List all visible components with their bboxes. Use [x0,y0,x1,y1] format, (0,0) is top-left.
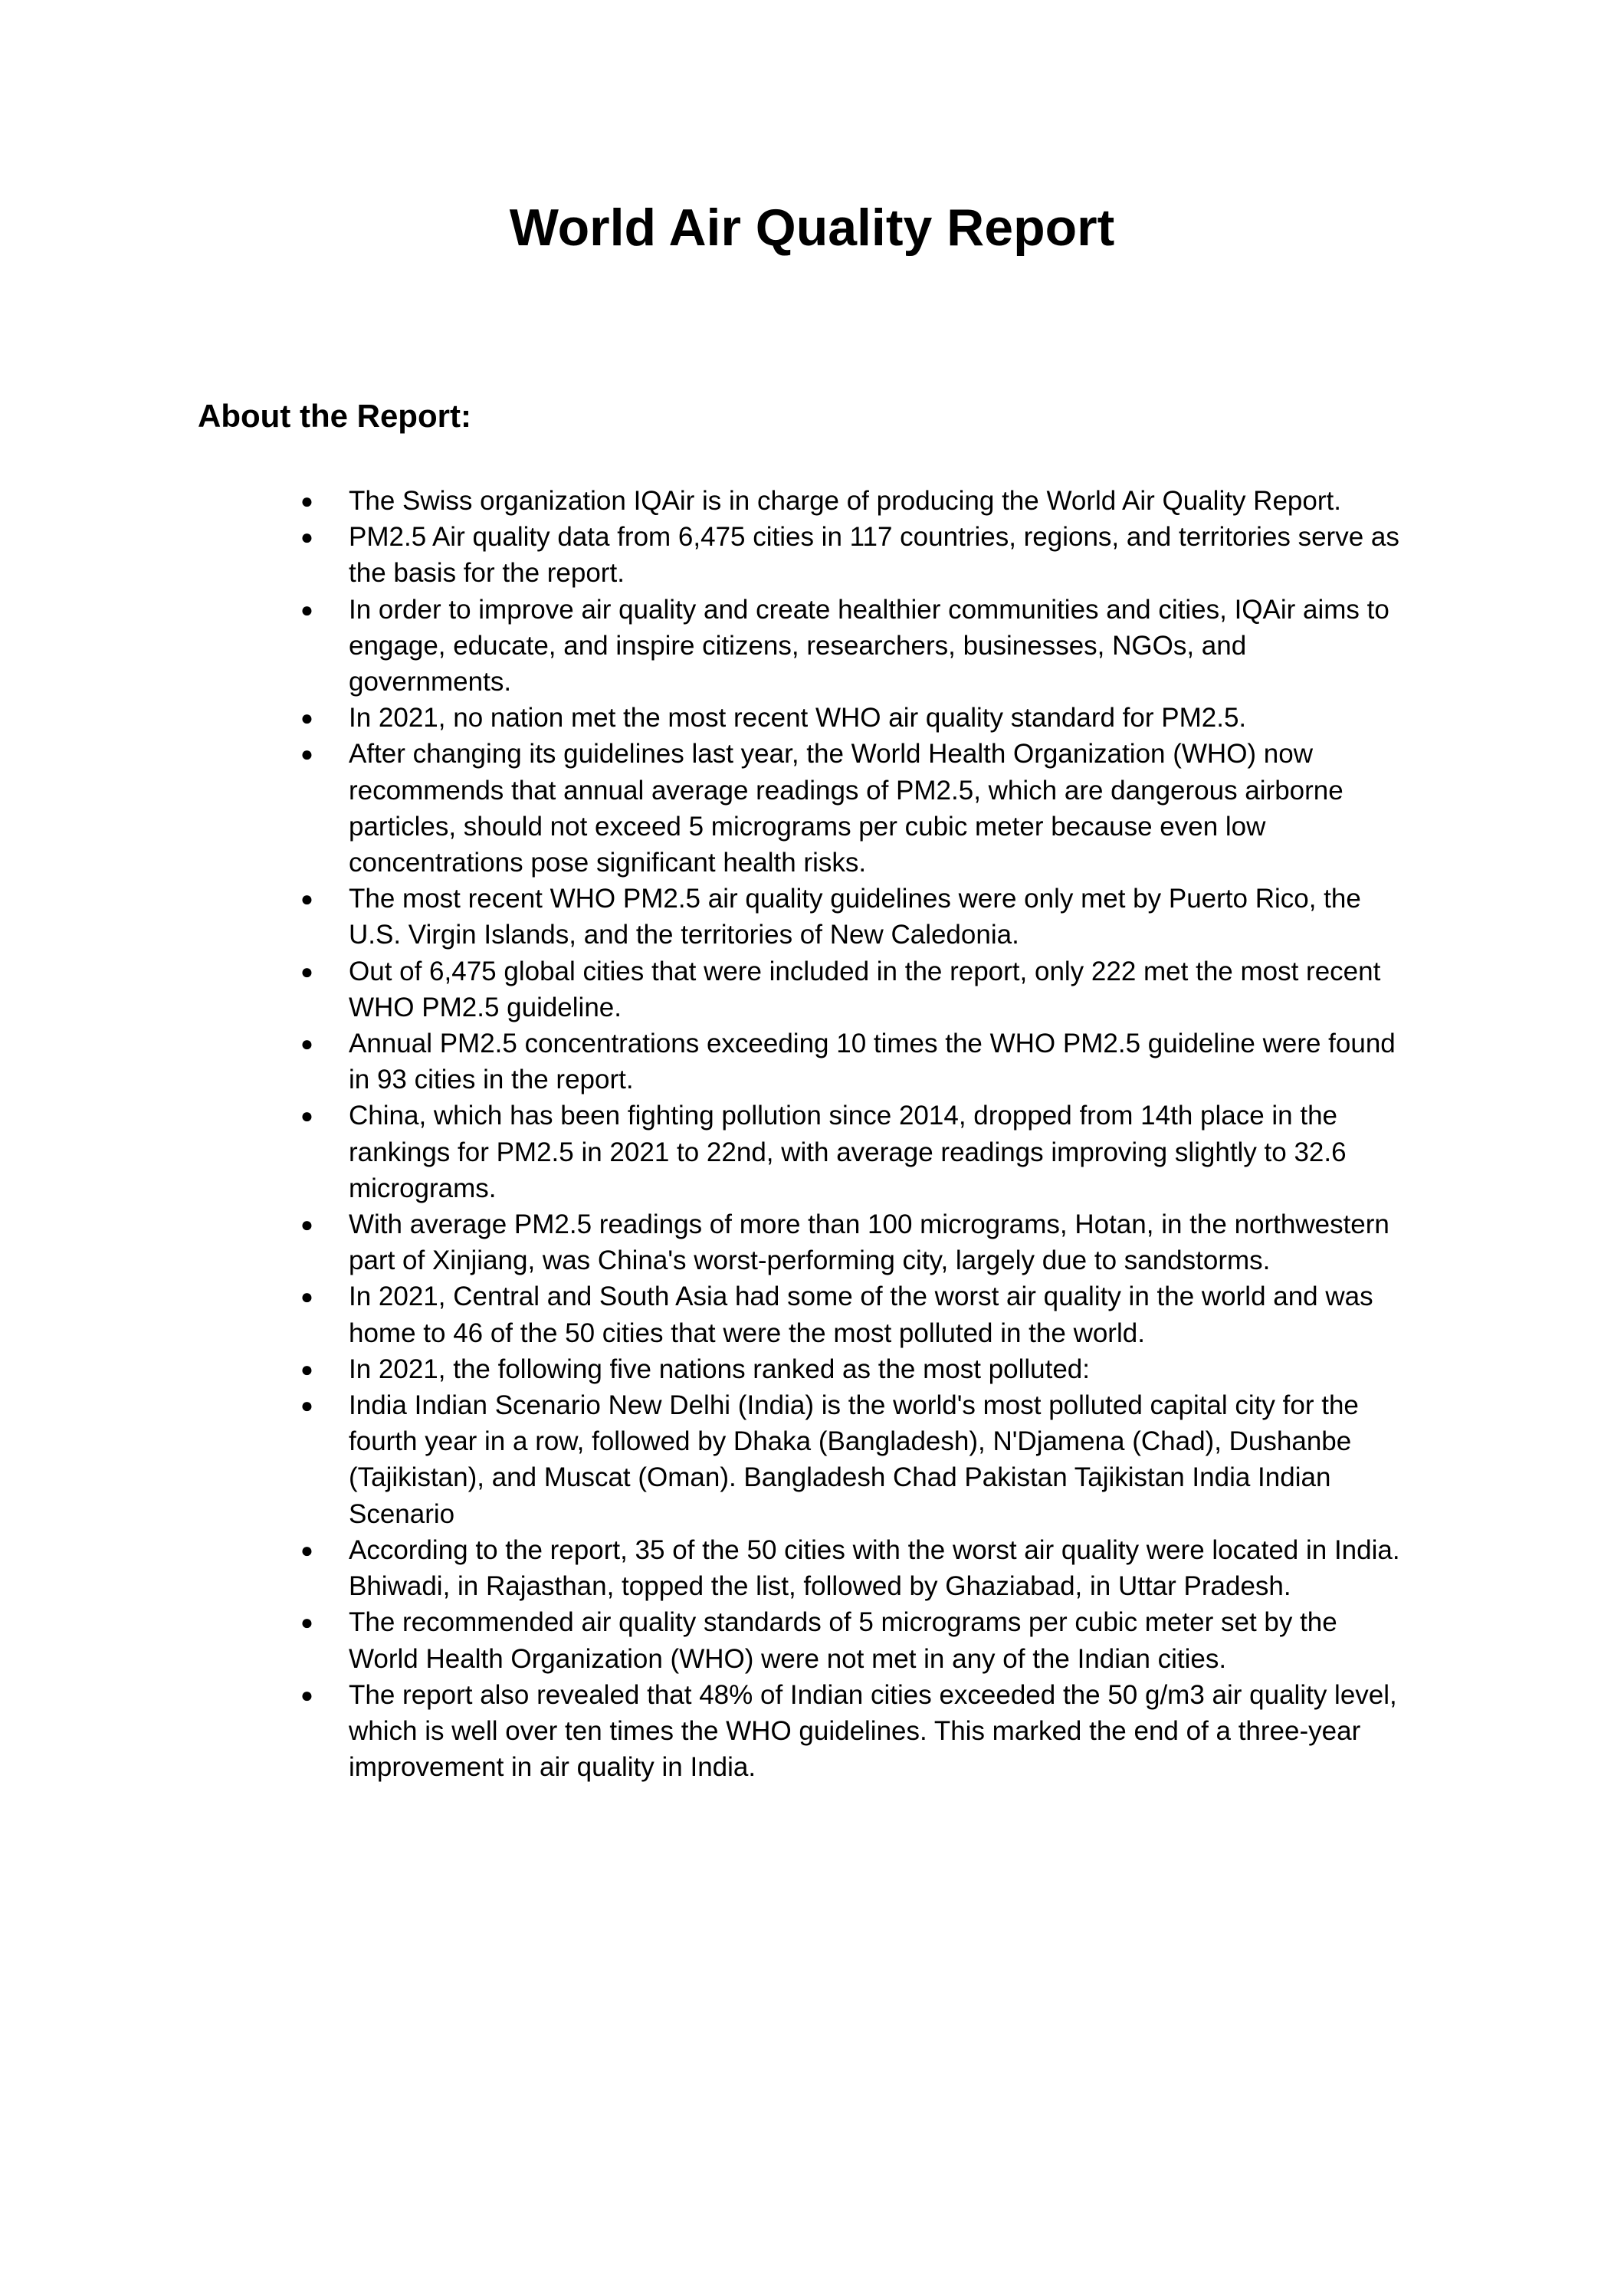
bullet-icon: ● [300,489,313,513]
list-item-text: Bhiwadi, in Rajasthan, topped the list, followed by Ghaziabad, in Uttar Pradesh. [349,1571,1291,1602]
list-item [0,1677,1400,1786]
list-item [0,483,1400,519]
list-item-text: particles, should not exceed 5 micrograms per cubic meter because even low [349,811,1266,842]
bullet-icon: ● [300,1285,313,1309]
list-item-text: part of Xinjiang, was China's worst-performing city, largely due to sandstorms. [349,1245,1271,1276]
list-item [0,736,1400,881]
list-item [0,953,1400,1026]
list-item-text: the basis for the report. [349,558,625,589]
bullet-icon: ● [300,1357,313,1381]
list-item [0,1351,1400,1387]
list-item-text: concentrations pose significant health risks. [349,848,867,878]
list-item-text: With average PM2.5 readings of more than 100 micrograms, Hotan, in the northwestern [349,1209,1389,1240]
bullet-icon: ● [300,706,313,730]
bullet-icon: ● [300,525,313,550]
list-item-text: World Health Organization (WHO) were not met in any of the Indian cities. [349,1643,1227,1674]
list-item-text: In order to improve air quality and create healthier communities and cities, IQAir aims to [349,594,1389,625]
list-item-text: In 2021, the following five nations ranked as the most polluted: [349,1354,1090,1384]
list-item-text: in 93 cities in the report. [349,1065,634,1095]
list-item-text: engage, educate, and inspire citizens, researchers, businesses, NGOs, and [349,630,1247,661]
list-item-text: India Indian Scenario New Delhi (India) is the world's most polluted capital city for the [349,1390,1359,1421]
list-item-text: The Swiss organization IQAir is in charge of producing the World Air Quality Report. [349,486,1341,516]
list-item [0,592,1400,701]
list-item-text: recommends that annual average readings of PM2.5, which are dangerous airborne [349,775,1343,806]
list-item-text: According to the report, 35 of the 50 cities with the worst air quality were located in India. [349,1534,1400,1565]
list-item-text: Out of 6,475 global cities that were included in the report, only 222 met the most recent [349,956,1381,986]
list-item [0,1278,1400,1350]
list-item-text: Scenario [349,1498,455,1529]
list-item-text: The recommended air quality standards of 5 micrograms per cubic meter set by the [349,1607,1337,1638]
list-item-text: (Tajikistan), and Muscat (Oman). Bangladesh Chad Pakistan Tajikistan India Indian [349,1462,1331,1493]
list-item-text: The most recent WHO PM2.5 air quality guidelines were only met by Puerto Rico, the [349,884,1361,914]
bullet-icon: ● [300,1104,313,1128]
bullet-icon: ● [300,1610,313,1635]
list-item [0,1532,1400,1604]
list-item-text: In 2021, Central and South Asia had some of the worst air quality in the world and was [349,1282,1373,1312]
bullet-icon: ● [300,887,313,911]
document-title: World Air Quality Report [509,199,1115,257]
bullet-icon: ● [300,597,313,622]
bullet-icon: ● [300,1393,313,1418]
list-item-text: governments. [349,667,512,697]
list-item-text: micrograms. [349,1173,497,1203]
list-item-text: Annual PM2.5 concentrations exceeding 10 times the WHO PM2.5 guideline were found [349,1029,1396,1059]
bullet-list [0,483,1400,1785]
list-item-text: which is well over ten times the WHO guidelines. This marked the end of a three-year [349,1715,1361,1746]
list-item-text: PM2.5 Air quality data from 6,475 cities in 117 countries, regions, and territories serve as [349,522,1399,553]
list-item-text: The report also revealed that 48% of Indian cities exceeded the 50 g/m3 air quality level, [349,1679,1397,1710]
bullet-icon: ● [300,1032,313,1056]
list-item [0,1387,1400,1532]
list-item [0,700,1400,736]
list-item [0,519,1400,591]
bullet-icon: ● [300,959,313,983]
bullet-icon: ● [300,1538,313,1562]
list-item-text: After changing its guidelines last year, the World Health Organization (WHO) now [349,739,1314,770]
list-item [0,881,1400,953]
list-item [0,1604,1400,1676]
bullet-icon: ● [300,1213,313,1237]
list-item-text: In 2021, no nation met the most recent WHO air quality standard for PM2.5. [349,703,1247,733]
list-item-text: home to 46 of the 50 cities that were the most polluted in the world. [349,1318,1145,1348]
bullet-icon: ● [300,742,313,766]
list-item-text: WHO PM2.5 guideline. [349,992,622,1022]
list-item [0,1206,1400,1278]
list-item-text: China, which has been fighting pollution since 2014, dropped from 14th place in the [349,1101,1338,1131]
bullet-icon: ● [300,1682,313,1707]
list-item-text: improvement in air quality in India. [349,1752,756,1783]
list-item-text: U.S. Virgin Islands, and the territories of New Caledonia. [349,920,1019,950]
list-item-text: rankings for PM2.5 in 2021 to 22nd, with average readings improving slightly to 32.6 [349,1137,1347,1167]
list-item-text: fourth year in a row, followed by Dhaka (Bangladesh), N'Djamena (Chad), Dushanbe [349,1426,1352,1457]
section-heading: About the Report: [198,398,471,434]
list-item [0,1098,1400,1206]
list-item [0,1026,1400,1098]
